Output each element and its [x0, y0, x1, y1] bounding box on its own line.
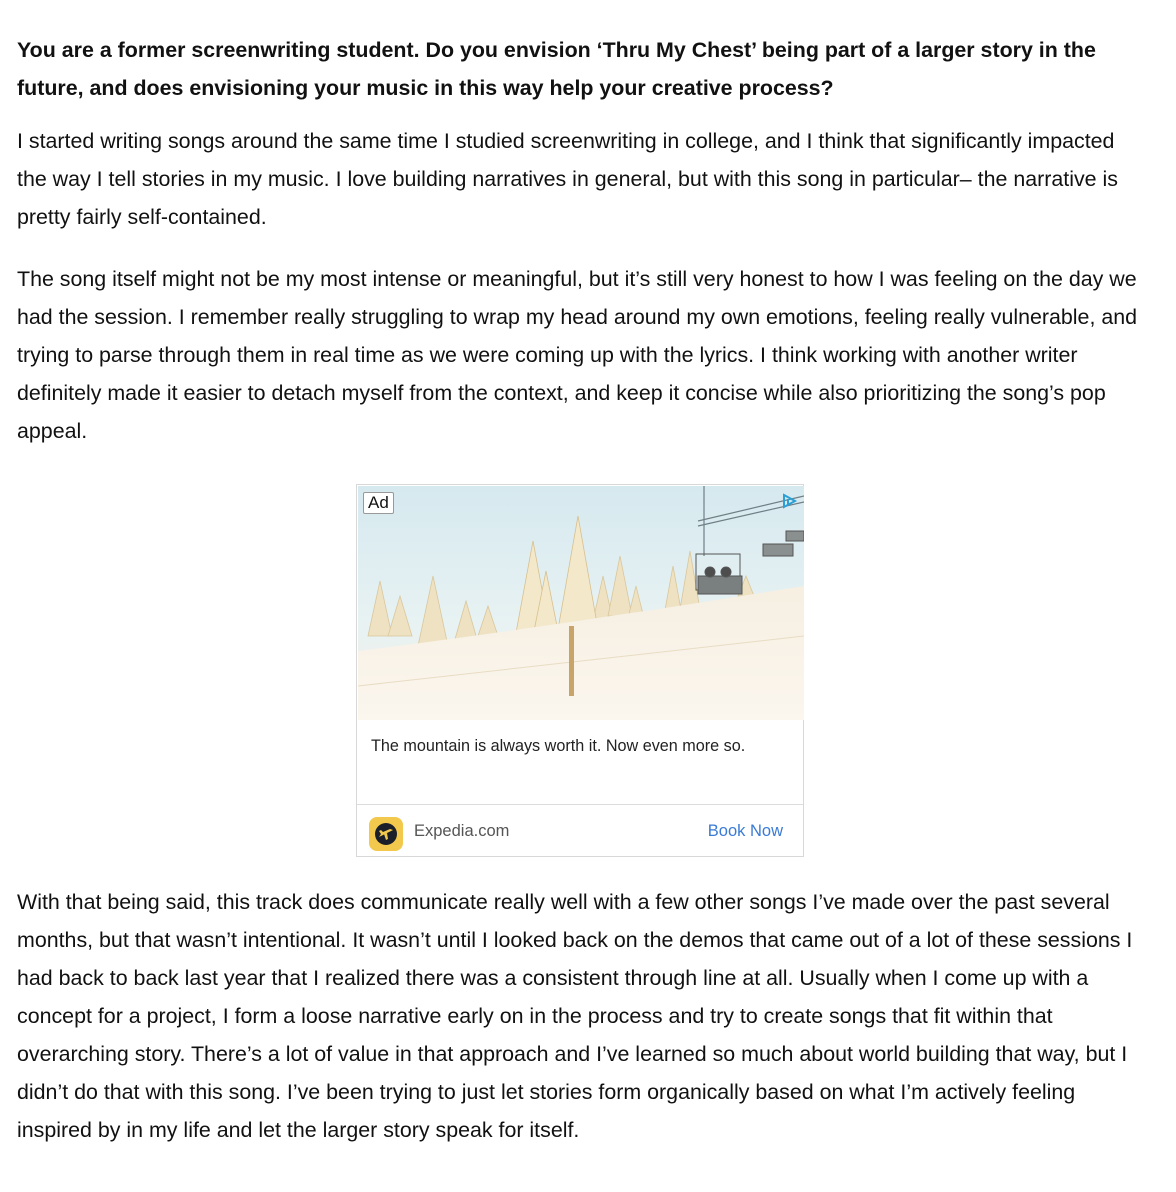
adchoices-icon[interactable]	[780, 492, 798, 510]
answer-paragraph-3: With that being said, this track does communicate really well with a few other songs I’ve made over the past several months, but that wasn’t intentional. It wasn’t until I looked back on the demos that came out of a lot of these sessions I had back to back last year that I realized there was a consistent through line at all. Usually when I come up with a concept for a project, I form a loose narrative early on in the process and try to create songs that fit within that overarching story. There’s a lot of value in that approach and I’ve learned so much about world building that way, but I didn’t do that with this song. I’ve been trying to just let stories form organically based on what I’m actively feeling inspired by in my life and let the larger story speak for itself.	[17, 890, 1133, 1142]
ad-label: Ad	[363, 492, 394, 514]
snowy-mountain-chairlift-photo[interactable]	[358, 486, 804, 720]
answer-paragraph-2: The song itself might not be my most intense or meaningful, but it’s still very honest to how I was feeling on the day we had the session. I remember really struggling to wrap my head around my own emotions, feeling really vulnerable, and trying to parse through them in real time as we were coming up with the lyrics. I think working with another writer definitely made it easier to detach myself from the context, and keep it concise while also prioritizing the song’s pop appeal.	[17, 267, 1138, 443]
answer-paragraph-1: I started writing songs around the same time I studied screenwriting in college, and I think that significantly impacted the way I tell stories in my music. I love building narratives in general, but with this song in particular– the narrative is pretty fairly self-contained.	[17, 129, 1118, 229]
ad-headline[interactable]: The mountain is always worth it. Now even more so.	[371, 737, 746, 755]
airplane-icon	[369, 817, 403, 851]
ad-image[interactable]	[358, 486, 804, 720]
book-now-button[interactable]: Book Now	[707, 822, 783, 840]
article-body	[17, 31, 1147, 450]
ad-footer[interactable]	[357, 805, 803, 857]
advertisement[interactable]	[356, 484, 804, 857]
advertiser-name[interactable]: Expedia.com	[414, 822, 510, 840]
interview-question: You are a former screenwriting student. Do you envision ‘Thru My Chest’ being part of a larger story in the future, and does envisioning your music in this way help your creative process?	[17, 38, 1096, 100]
